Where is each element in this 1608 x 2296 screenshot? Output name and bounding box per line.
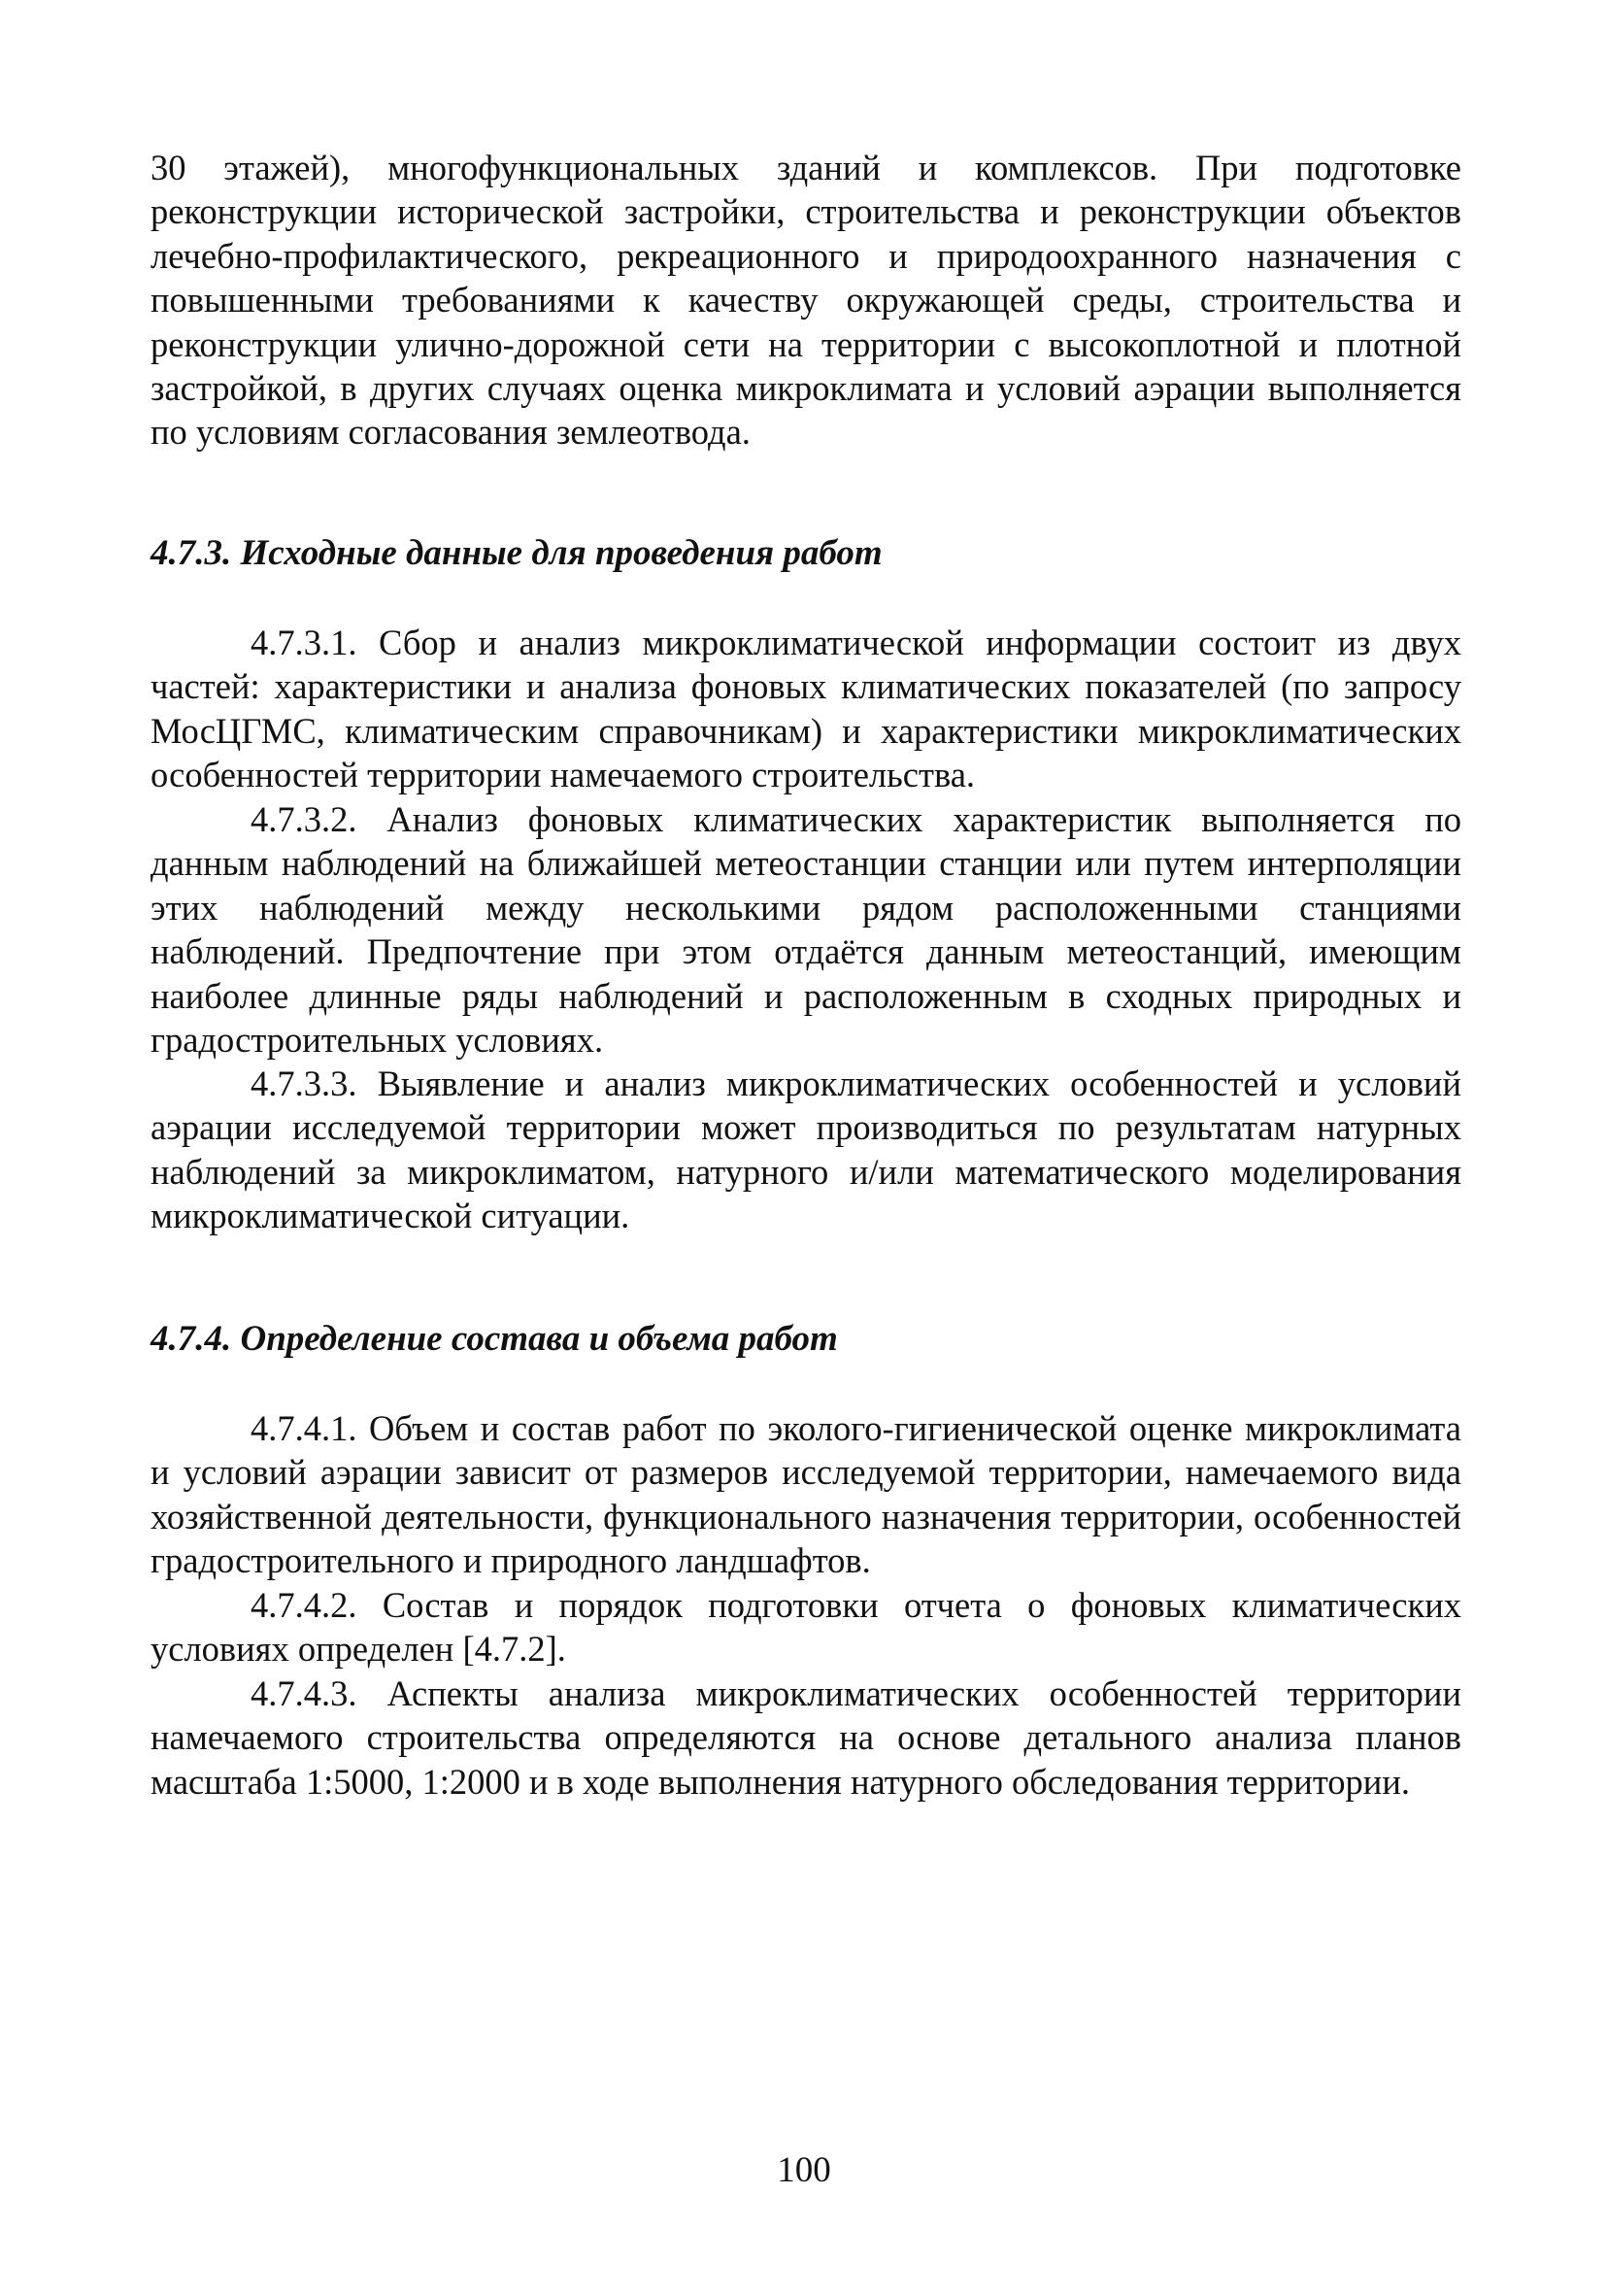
paragraph-4-7-3-2: 4.7.3.2. Анализ фоновых климатических характеристик выполняется по данным наблюдений на ближайшей метеостанции станции или путем интерполяции этих наблюдений между несколькими рядом расположенными станциями наблюдений. Предпочтение при этом отдаётся данным метеостанций, имеющим наиболее длинные ряды наблюдений и расположенным в сходных природных и градостроительных условиях. xyxy=(151,799,1461,1061)
paragraph-4-7-3-1: 4.7.3.1. Сбор и анализ микроклиматической информации состоит из двух частей: характеристики и анализа фоновых климатических показателей (по запросу МосЦГМС, климатическим справочникам) и характеристики микроклиматических особенностей территории намечаемого строительства. xyxy=(151,623,1461,795)
paragraph-4-7-3-3: 4.7.3.3. Выявление и анализ микроклиматических особенностей и условий аэрации исследуемой территории может производиться по результатам натурных наблюдений за микроклиматом, натурного и/или математического моделирования микроклиматической ситуации. xyxy=(151,1064,1461,1236)
paragraph-4-7-4-2: 4.7.4.2. Состав и порядок подготовки отчета о фоновых климатических условиях определен [4.7.2]. xyxy=(151,1585,1461,1670)
paragraph-4-7-4-3: 4.7.4.3. Аспекты анализа микроклиматических особенностей территории намечаемого строительства определяются на основе детального анализа планов масштаба 1:5000, 1:2000 и в ходе выполнения натурного обследования территории. xyxy=(151,1673,1461,1802)
section-heading-4-7-4: 4.7.4. Определение состава и объема работ xyxy=(151,1319,838,1359)
section-heading-4-7-3: 4.7.3. Исходные данные для проведения работ xyxy=(151,533,883,573)
intro-paragraph: 30 этажей), многофункциональных зданий и комплексов. При подготовке реконструкции исторической застройки, строительства и реконструкции объектов лечебно-профилактического, рекреационного и природоохранного назначения с повышенными требованиями к качеству окружающей среды, строительства и реконструкции улично-дорожной сети на территории с высокоплотной и плотной застройкой, в других случаях оценка микроклимата и условий аэрации выполняется по условиям согласования землеотвода. xyxy=(151,148,1461,453)
page-number: 100 xyxy=(777,2150,831,2190)
paragraph-4-7-4-1: 4.7.4.1. Объем и состав работ по эколого-гигиенической оценке микроклимата и условий аэрации зависит от размеров исследуемой территории, намечаемого вида хозяйственной деятельности, функционального назначения территории, особенностей градостроительного и природного ландшафтов. xyxy=(151,1408,1461,1581)
